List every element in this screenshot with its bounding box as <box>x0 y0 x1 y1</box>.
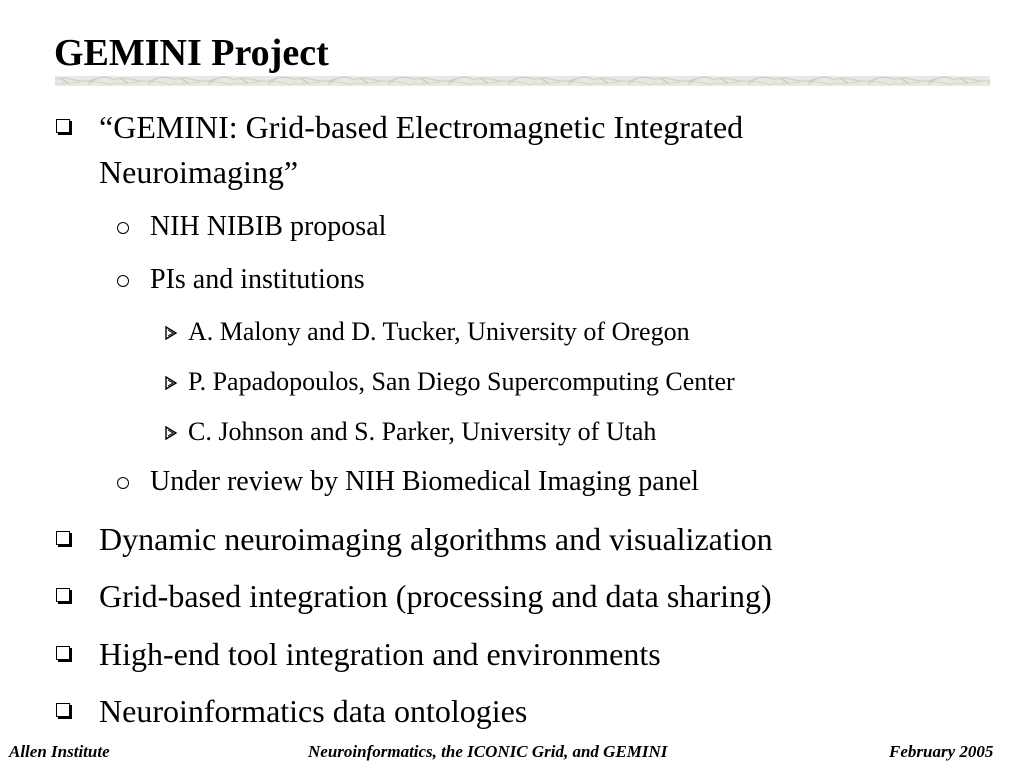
sub-bullet-3-text: Under review by NIH Biomedical Imaging panel <box>150 466 699 497</box>
bullet-1-line-1: “GEMINI: Grid-based Electromagnetic Integrated <box>99 109 744 145</box>
footer-right: February 2005 <box>889 742 994 761</box>
square-bullet-icon <box>56 531 70 545</box>
square-bullet-icon <box>56 119 70 133</box>
footer-left: Allen Institute <box>9 742 110 761</box>
footer-center: Neuroinformatics, the ICONIC Grid, and GEMINI <box>308 742 668 761</box>
bullet-3-text: Grid-based integration (processing and data sharing) <box>99 578 772 614</box>
square-bullet-icon <box>56 646 70 660</box>
sub-bullet-1-text: NIH NIBIB proposal <box>150 211 387 242</box>
bullet-1-line-2: Neuroimaging” <box>99 154 299 190</box>
square-bullet-icon <box>56 588 70 602</box>
bullet-5-text: Neuroinformatics data ontologies <box>99 693 528 729</box>
sub-bullet-2-text: PIs and institutions <box>150 264 365 295</box>
arrow-bullet-icon <box>164 325 178 341</box>
arrow-bullet-icon <box>164 375 178 391</box>
arrow-bullet-icon <box>164 425 178 441</box>
bullet-4-text: High-end tool integration and environments <box>99 636 661 672</box>
slide-title: GEMINI Project <box>54 32 329 74</box>
square-bullet-icon <box>56 703 70 717</box>
sub-sub-bullet-3-text: C. Johnson and S. Parker, University of Utah <box>188 417 657 446</box>
title-divider <box>55 76 990 86</box>
sub-sub-bullet-1-text: A. Malony and D. Tucker, University of Oregon <box>188 317 690 346</box>
sub-sub-bullet-2-text: P. Papadopoulos, San Diego Supercomputing Center <box>188 367 735 396</box>
circle-bullet-icon <box>117 477 129 489</box>
circle-bullet-icon <box>117 275 129 287</box>
circle-bullet-icon <box>117 222 129 234</box>
bullet-2-text: Dynamic neuroimaging algorithms and visualization <box>99 521 773 557</box>
